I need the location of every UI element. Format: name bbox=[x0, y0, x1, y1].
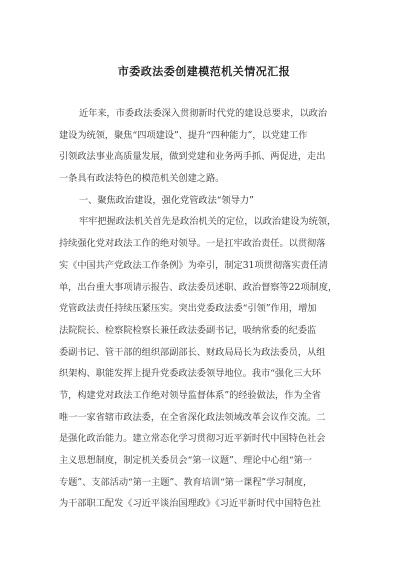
text-line: 持续强化党对政法工作的绝对领导。一是扛牢政治责任。以贯彻落 bbox=[59, 238, 326, 250]
text-line: 唯一一家省辖市政法委，在全省深化政法领域改革会议作交流。二 bbox=[59, 411, 326, 423]
text-line: 一条具有政法特色的模范机关创建之路。 bbox=[59, 173, 225, 185]
text-line: 近年来，市委政法委深入贯彻新时代党的建设总要求，以政治 bbox=[79, 108, 328, 119]
document-body bbox=[59, 103, 351, 515]
text-line: 法院院长、检察院检察长兼任政法委副书记，吸纳常委的纪委监 bbox=[59, 324, 317, 336]
text-line: 专题”、支部活动“第一主题”、教育培训“第一课程”学习制度， bbox=[59, 476, 313, 488]
text-line: 党管政法责任持续压紧压实。突出党委政法委“引领”作用，增加 bbox=[59, 303, 317, 315]
text-line: 引领政法事业高质量发展，做到党建和业务两手抓、两促进，走出 bbox=[59, 151, 326, 163]
section-heading: 一、聚焦政治建设，强化党管政法“领导力” bbox=[79, 194, 254, 206]
text-line: 实《中国共产党政法工作条例》为牵引，制定31项贯彻落实责任清 bbox=[59, 259, 328, 271]
document-title: 市委政法委创建模范机关情况汇报 bbox=[117, 65, 291, 78]
text-line: 牢牢把握政法机关首先是政治机关的定位，以政治建设为统领， bbox=[79, 216, 337, 228]
text-line: 织架构、职能发挥上提升党委政法委领导地位。我市“强化三大环 bbox=[59, 368, 321, 380]
text-line: 节，构建党对政法工作绝对领导监督体系”的经验做法，作为全省 bbox=[59, 389, 321, 401]
text-line: 是强化政治能力。建立常态化学习贯彻习近平新时代中国特色社会 bbox=[59, 433, 326, 445]
text-line: 主义思想制度，制定机关委员会“第一议题”、理论中心组“第一 bbox=[59, 455, 312, 466]
text-line: 为干部职工配发《习近平谈治国理政》《习近平新时代中国特色社 bbox=[59, 498, 321, 510]
text-line: 建设为统领，聚焦“四项建设”、提升“四种能力”，以党建工作 bbox=[59, 129, 308, 141]
text-line: 单，出台重大事项请示报告、政法委员述职、政治督察等22项制度， bbox=[59, 281, 338, 293]
text-line: 委副书记、管干部的组织部副部长、财政局局长为政法委员，从组 bbox=[59, 346, 326, 358]
